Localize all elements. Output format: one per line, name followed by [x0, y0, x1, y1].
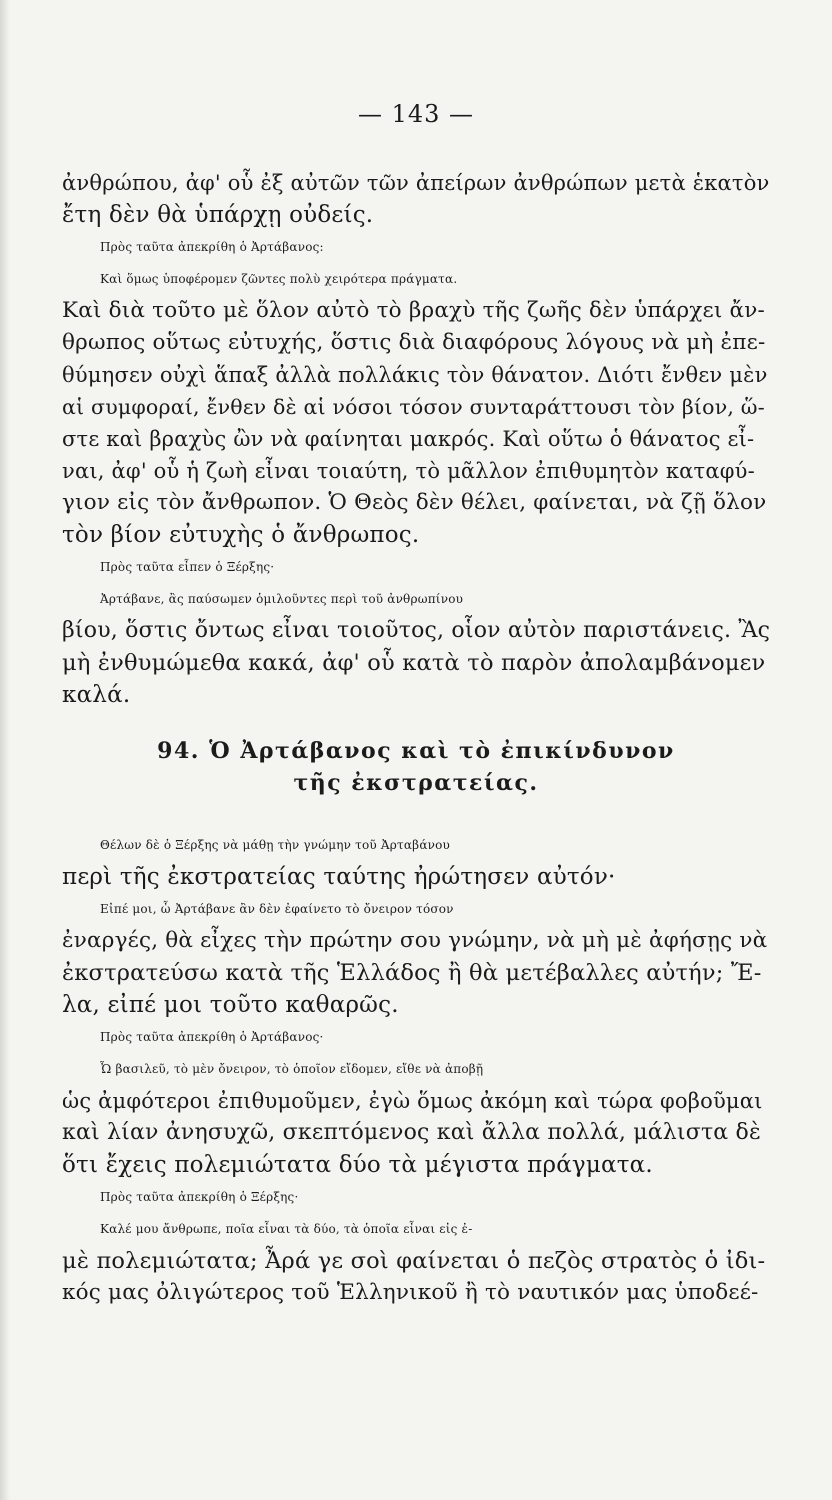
text-line: Πρὸς ταῦτα ἀπεκρίθη ὁ Ξέρξης· — [100, 1190, 299, 1204]
text-line: Θέλων δὲ ὁ Ξέρξης νὰ μάθῃ τὴν γνώμην τοῦ Ἀρταβάνου — [100, 838, 451, 852]
text-line: θρωπος οὕτως εὐτυχής, ὅστις διὰ διαφόρους λόγους νὰ μὴ ἐπε- — [62, 330, 766, 355]
text-line: Ἀρτάβανε, ἂς παύσωμεν ὁμιλοῦντες περὶ τοῦ ἀνθρωπίνου — [100, 592, 464, 606]
text-line: θύμησεν οὐχὶ ἅπαξ ἀλλὰ πολλάκις τὸν θάνατον. Διότι ἔνθεν μὲν — [62, 363, 768, 387]
text-line: Καλέ μου ἄνθρωπε, ποῖα εἶναι τὰ δύο, τὰ ὁποῖα εἶναι εἰς ἐ- — [100, 1222, 473, 1236]
text-line: ἀνθρώπου, ἀφ' οὗ ἐξ αὐτῶν τῶν ἀπείρων ἀνθρώπων μετὰ ἑκατὸν — [62, 171, 770, 195]
section-heading-line2: τῆς ἐκστρατείας. — [293, 770, 539, 796]
text-line: ἐναργές, θὰ εἶχες τὴν πρώτην σου γνώμην, νὰ μὴ μὲ ἀφήσῃς νὰ — [62, 928, 768, 953]
text-line: Ὦ βασιλεῦ, τὸ μὲν ὄνειρον, τὸ ὁποῖον εἴδομεν, εἴθε νὰ ἀποβῇ — [100, 1062, 484, 1076]
text-line: Καὶ ὅμως ὑποφέρομεν ζῶντες πολὺ χειρότερα πράγματα. — [100, 272, 458, 286]
section-heading-line1: 94. Ὁ Ἀρτάβανος καὶ τὸ ἐπικίνδυνον — [157, 738, 675, 764]
text-line: Εἰπέ μοι, ὦ Ἀρτάβανε ἂν δὲν ἐφαίνετο τὸ ὄνειρον τόσον — [100, 902, 454, 916]
text-line: Καὶ διὰ τοῦτο μὲ ὅλον αὐτὸ τὸ βραχὺ τῆς ζωῆς δὲν ὑπάρχει ἄν- — [62, 298, 765, 323]
text-line: Πρὸς ταῦτα εἶπεν ὁ Ξέρξης· — [100, 560, 275, 574]
text-line: Πρὸς ταῦτα ἀπεκρίθη ὁ Ἀρτάβανος: — [100, 240, 324, 254]
text-line: ἔτη δὲν θὰ ὑπάρχῃ οὐδείς. — [62, 202, 374, 228]
text-line: καὶ λίαν ἀνησυχῶ, σκεπτόμενος καὶ ἄλλα πολλά, μάλιστα δὲ — [62, 1120, 762, 1145]
text-line: στε καὶ βραχὺς ὢν νὰ φαίνηται μακρός. Καὶ οὕτω ὁ θάνατος εἶ- — [62, 427, 755, 451]
text-line: μὲ πολεμιώτατα; Ἆρά γε σοὶ φαίνεται ὁ πεζὸς στρατὸς ὁ ἰδι- — [62, 1248, 766, 1274]
page-number: — 143 — — [357, 100, 475, 128]
text-line: τὸν βίον εὐτυχὴς ὁ ἄνθρωπος. — [62, 522, 420, 548]
text-line: κός μας ὀλιγώτερος τοῦ Ἑλληνικοῦ ἢ τὸ ναυτικόν μας ὑποδεέ- — [62, 1280, 759, 1305]
text-line: Πρὸς ταῦτα ἀπεκρίθη ὁ Ἀρτάβανος· — [100, 1030, 324, 1044]
text-line: περὶ τῆς ἐκστρατείας ταύτης ἠρώτησεν αὐτόν· — [62, 864, 616, 890]
text-line: λα, εἰπέ μοι τοῦτο καθαρῶς. — [62, 992, 399, 1018]
text-line: καλά. — [62, 682, 131, 708]
text-line: αἱ συμφοραί, ἔνθεν δὲ αἱ νόσοι τόσον συνταράττουσι τὸν βίον, ὥ- — [62, 395, 765, 419]
text-line: ὡς ἀμφότεροι ἐπιθυμοῦμεν, ἐγὼ ὅμως ἀκόμη καὶ τώρα φοβοῦμαι — [62, 1089, 763, 1113]
text-line: γιον εἰς τὸν ἄνθρωπον. Ὁ Θεὸς δὲν θέλει, φαίνεται, νὰ ζῇ ὅλον — [62, 490, 767, 515]
text-line: μὴ ἐνθυμώμεθα κακά, ἀφ' οὗ κατὰ τὸ παρὸν ἀπολαμβάνομεν — [62, 650, 766, 676]
text-line: ναι, ἀφ' οὗ ἡ ζωὴ εἶναι τοιαύτη, τὸ μᾶλλον ἐπιθυμητὸν καταφύ- — [62, 459, 755, 483]
text-line: βίου, ὅστις ὄντως εἶναι τοιοῦτος, οἷον αὐτὸν παριστάνεις. Ἂς — [62, 618, 771, 643]
text-line: ὅτι ἔχεις πολεμιώτατα δύο τὰ μέγιστα πράγματα. — [62, 1152, 653, 1178]
text-line: ἐκστρατεύσω κατὰ τῆς Ἑλλάδος ἢ θὰ μετέβαλλες αὐτήν; Ἔ- — [62, 960, 762, 986]
